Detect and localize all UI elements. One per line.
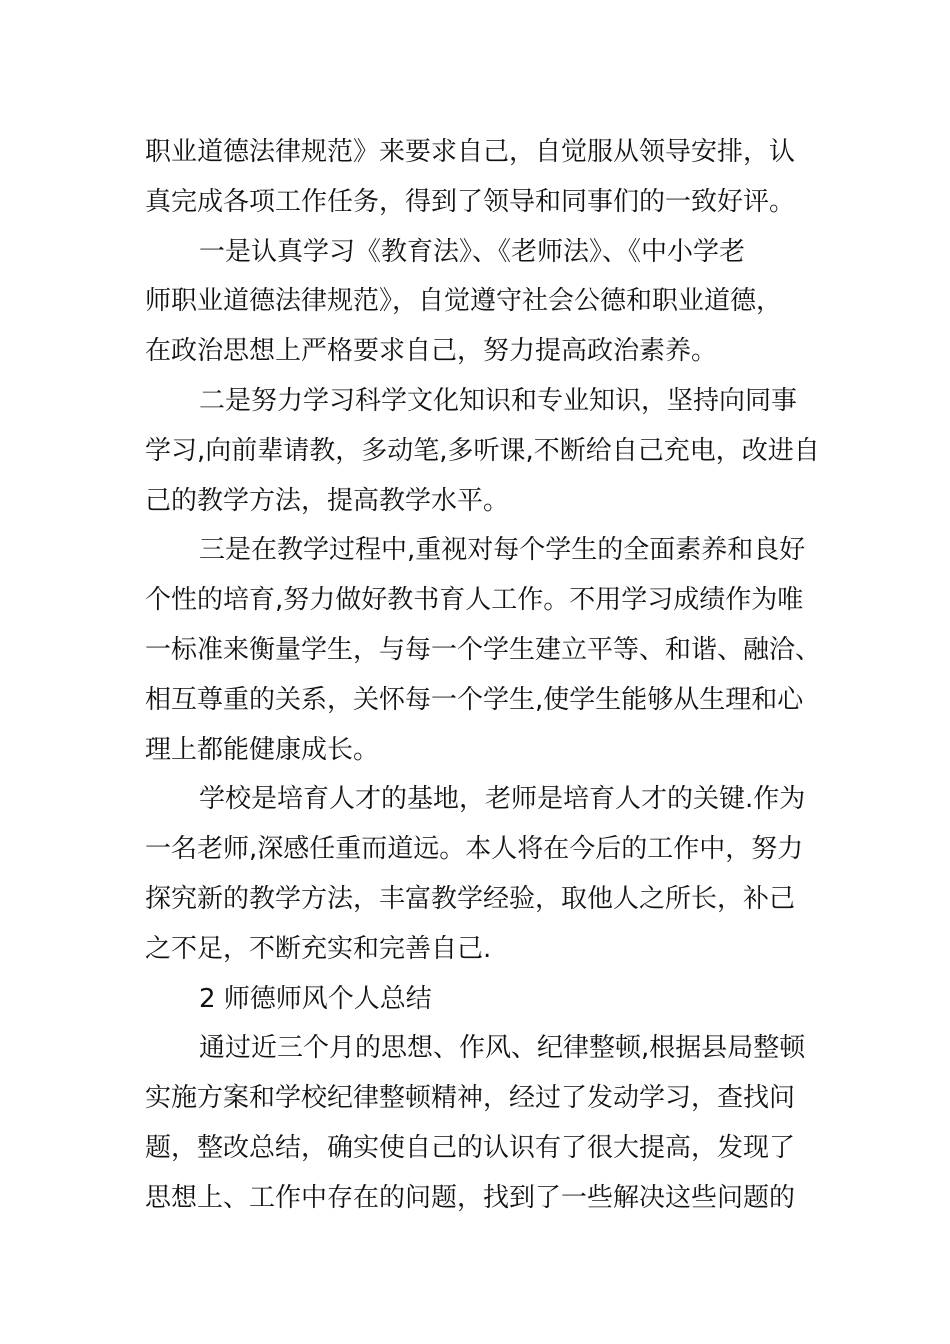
text-line: 一是认真学习《教育法》、《老师法》、《中小学老 [199,236,746,267]
text-line: 思想上、工作中存在的问题，找到了一些解决这些问题的 [145,1182,796,1213]
text-line: 师职业道德法律规范》，自觉遵守社会公德和职业道德， [145,286,783,317]
text-line: 通过近三个月的思想、作风、纪律整顿,根据县局整顿 [199,1033,806,1064]
text-line: 在政治思想上严格要求自己，努力提高政治素养。 [145,336,718,367]
text-line: 学习,向前辈请教，多动笔,多听课,不断给自己充电，改进自 [145,435,820,466]
text-line: 相互尊重的关系，关怀每一个学生,使学生能够从生理和心 [145,684,804,715]
text-line: 二是努力学习科学文化知识和专业知识，坚持向同事 [199,385,798,416]
text-line: 实施方案和学校纪律整顿精神，经过了发动学习，查找问 [145,1083,796,1114]
text-line: 学校是培育人才的基地，老师是培育人才的关键.作为 [199,784,806,815]
text-line: 真完成各项工作任务，得到了领导和同事们的一致好评。 [145,186,796,217]
document-body [145,128,822,1224]
text-line: 三是在教学过程中,重视对每个学生的全面素养和良好 [199,535,806,566]
text-line: 己的教学方法，提高教学水平。 [145,485,510,516]
text-line: 探究新的教学方法，丰富教学经验，取他人之所长，补己 [145,883,796,914]
text-line: 之不足，不断充实和完善自己. [145,933,492,964]
text-line: 个性的培育,努力做好教书育人工作。不用学习成绩作为唯 [145,585,804,616]
text-line: 2 师德师风个人总结 [199,983,432,1014]
text-line: 题，整改总结，确实使自己的认识有了很大提高，发现了 [145,1132,796,1163]
text-line: 一标准来衡量学生，与每一个学生建立平等、和谐、融洽、 [145,634,822,665]
text-line: 一名老师,深感任重而道远。本人将在今后的工作中，努力 [145,834,804,865]
text-line: 职业道德法律规范》来要求自己，自觉服从领导安排，认 [145,137,796,167]
text-line: 理上都能健康成长。 [145,734,380,765]
